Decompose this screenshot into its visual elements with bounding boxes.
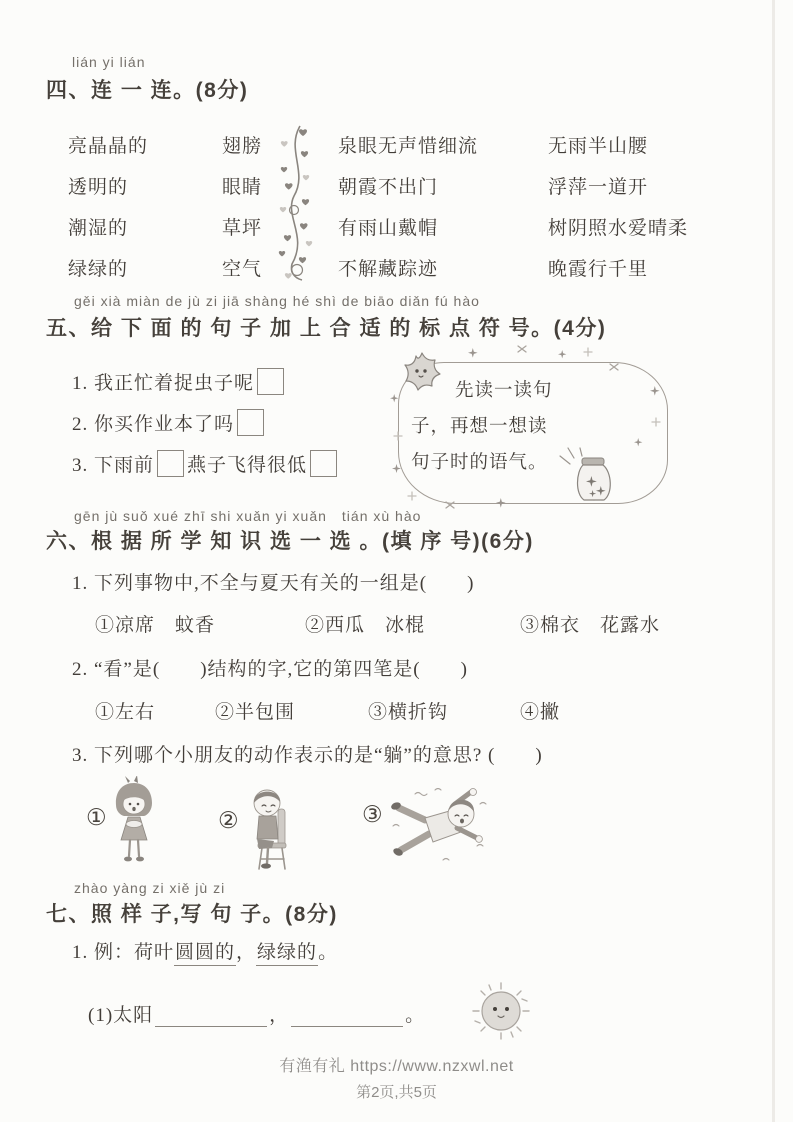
match-item[interactable]: 草坪: [222, 218, 263, 239]
match-column-sayings-left: [338, 124, 478, 288]
match-item[interactable]: 不解藏踪迹: [338, 259, 439, 280]
option-choice[interactable]: ④撇: [520, 702, 561, 723]
section6-title: 六、根 据 所 学 知 识 选 一 选 。(填 序 号)(6分): [46, 530, 534, 553]
punctuation-sentence-2: [72, 409, 267, 436]
hint-line: 先读一读句: [455, 381, 553, 401]
match-item[interactable]: 眼睛: [222, 177, 263, 198]
star-character-icon: [398, 350, 446, 396]
section4-title: 四、连 一 连。(8分): [46, 79, 249, 102]
section7-pinyin: zhào yàng zi xiě jù zi: [74, 880, 226, 896]
figure-number-2[interactable]: ②: [218, 808, 239, 833]
sentence-text: 1. 我正忙着捉虫子呢: [72, 373, 255, 394]
match-item[interactable]: 朝霞不出门: [338, 177, 439, 198]
question-2: 2. “看”是( )结构的字,它的第四笔是( ): [72, 659, 468, 680]
option-choice[interactable]: ①凉席 蚊香: [95, 615, 216, 636]
punctuation-sentence-1: [72, 368, 287, 395]
match-item[interactable]: 潮湿的: [68, 218, 129, 239]
example-underlined: 绿绿的: [256, 942, 318, 966]
example-prefix: 1. 例：荷叶: [72, 942, 175, 963]
option-choice[interactable]: ②西瓜 冰棍: [305, 615, 426, 636]
option-choice[interactable]: ①左右: [95, 702, 156, 723]
question-1: 1. 下列事物中,不全与夏天有关的一组是( ): [72, 573, 475, 594]
option-choice[interactable]: ③棉衣 花露水: [520, 615, 661, 636]
sentence-text: 燕子飞得很低: [187, 455, 308, 476]
match-column-adjectives: [68, 124, 148, 288]
fill-period: 。: [405, 1005, 426, 1026]
section6-pinyin: gēn jù suǒ xué zhī shi xuǎn yi xuǎn tián xù hào: [74, 508, 422, 524]
hint-line: 子，再想一想读: [411, 417, 548, 437]
match-item[interactable]: 亮晶晶的: [68, 136, 149, 157]
punctuation-box[interactable]: [157, 450, 184, 477]
fill-prefix: (1)太阳: [88, 1005, 154, 1026]
question-3: 3. 下列哪个小朋友的动作表示的是“躺”的意思? ( ): [72, 745, 543, 766]
sentence-text: 3. 下雨前: [72, 455, 155, 476]
star-jar-icon: [556, 446, 620, 508]
sentence-text: 2. 你买作业本了吗: [72, 414, 235, 435]
match-item[interactable]: 浮萍一道开: [548, 177, 649, 198]
boy-sitting-icon: [240, 781, 302, 873]
fill-comma: ，: [269, 1005, 290, 1026]
answer-blank[interactable]: [291, 1006, 403, 1027]
footer-page-number: 第2页,共5页: [356, 1084, 437, 1101]
section5-pinyin: gěi xià miàn de jù zi jiā shàng hé shì de biāo diǎn fú hào: [74, 293, 480, 309]
example-period: 。: [318, 942, 339, 963]
vine-decoration-icon: [276, 122, 316, 286]
example-comma: ，: [236, 942, 257, 963]
match-item[interactable]: 空气: [222, 259, 263, 280]
match-item[interactable]: 有雨山戴帽: [338, 218, 439, 239]
figure-number-1[interactable]: ①: [86, 805, 107, 830]
match-item[interactable]: 透明的: [68, 177, 129, 198]
punctuation-box[interactable]: [237, 409, 264, 436]
example-sentence: [72, 937, 338, 964]
match-item[interactable]: 无雨半山腰: [548, 136, 649, 157]
boy-lying-icon: [385, 788, 490, 868]
match-item[interactable]: 晚霞行千里: [548, 259, 649, 280]
hint-line: 句子时的语气。: [411, 453, 548, 473]
match-item[interactable]: 翅膀: [222, 136, 263, 157]
sun-icon: [468, 978, 534, 1044]
footer-site: 有渔有礼 https://www.nzxwl.net: [279, 1058, 514, 1075]
match-item[interactable]: 泉眼无声惜细流: [338, 136, 479, 157]
page-edge-shadow: [772, 0, 775, 1122]
punctuation-sentence-3: [72, 450, 340, 477]
punctuation-box[interactable]: [257, 368, 284, 395]
option-choice[interactable]: ②半包围: [215, 702, 296, 723]
section5-title: 五、给 下 面 的 句 子 加 上 合 适 的 标 点 符 号。(4分): [46, 317, 607, 340]
example-underlined: 圆圆的: [174, 942, 236, 966]
section4-pinyin: lián yi lián: [72, 54, 146, 70]
fill-in-sentence: [88, 1000, 425, 1027]
option-choice[interactable]: ③横折钩: [368, 702, 449, 723]
answer-blank[interactable]: [155, 1006, 267, 1027]
match-column-sayings-right: [548, 124, 688, 288]
match-item[interactable]: 绿绿的: [68, 259, 129, 280]
punctuation-box[interactable]: [310, 450, 337, 477]
match-column-nouns: [222, 124, 262, 288]
girl-standing-icon: [103, 776, 165, 868]
match-item[interactable]: 树阴照水爱晴柔: [548, 218, 689, 239]
figure-number-3[interactable]: ③: [362, 802, 383, 827]
section7-title: 七、照 样 子,写 句 子。(8分): [46, 903, 338, 926]
